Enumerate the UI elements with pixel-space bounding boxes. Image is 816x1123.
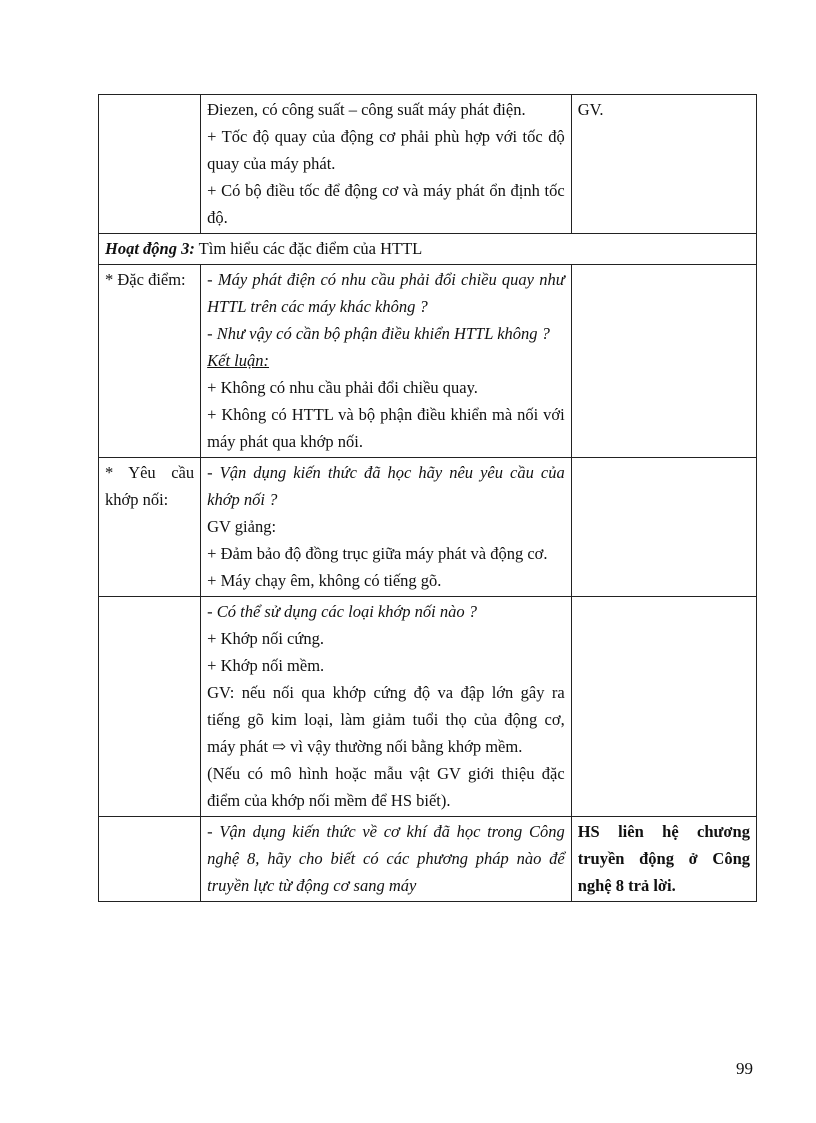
table-row (99, 265, 757, 458)
text-line: GV giảng: (207, 517, 277, 536)
content-cell (99, 95, 201, 234)
text-line: + Tốc độ quay của động cơ phải phù hợp với tốc độ quay của máy phát. (207, 127, 565, 173)
text-line: GV. (577, 100, 604, 119)
activity-cell (201, 95, 572, 234)
text-line: + Khớp nối cứng. (207, 629, 324, 648)
question-line: - Vận dụng kiến thức về cơ khí đã học trong Công nghệ 8, hãy cho biết có các phương pháp nào để truyền lực từ động cơ sang máy (207, 822, 565, 895)
question-line: - Máy phát điện có nhu cầu phải đổi chiều quay như HTTL trên các máy khác không ? (207, 270, 565, 316)
text-line: + Khớp nối mềm. (207, 656, 325, 675)
activity-cell (201, 265, 572, 458)
section-label: * Yêu cầu khớp nối: (105, 463, 195, 509)
content-cell (99, 265, 201, 458)
text-line: GV: nếu nối qua khớp cứng độ va đập lớn gây ra tiếng gõ kim loại, làm giảm tuổi thọ của động cơ, máy phát ⇨ vì vậy thường nối bằng khớp mềm. (207, 683, 565, 756)
activity-cell (201, 597, 572, 817)
student-cell (571, 597, 756, 817)
content-cell (99, 458, 201, 597)
page-number: 99 (736, 1059, 753, 1078)
activity-title: Tìm hiểu các đặc điểm của HTTL (194, 239, 423, 258)
text-line: Điezen, có công suất – công suất máy phát điện. (207, 100, 526, 119)
table-row (99, 458, 757, 597)
text-line: + Có bộ điều tốc để động cơ và máy phát ổn định tốc độ. (207, 181, 565, 227)
activity-cell (201, 817, 572, 902)
content-cell (99, 597, 201, 817)
text-line: + Máy chạy êm, không có tiếng gõ. (207, 571, 442, 590)
student-cell (571, 95, 756, 234)
activity-heading-cell (99, 234, 757, 265)
table-row (99, 817, 757, 902)
student-answer: HS liên hệ chương truyền động ở Công nghệ 8 trả lời. (577, 822, 750, 895)
activity-label: Hoạt động 3: (105, 239, 195, 258)
text-line: (Nếu có mô hình hoặc mẫu vật GV giới thiệu đặc điểm của khớp nối mềm để HS biết). (207, 764, 565, 810)
lesson-plan-table (98, 94, 757, 902)
student-cell (571, 817, 756, 902)
table-row (99, 95, 757, 234)
student-cell (571, 458, 756, 597)
conclusion-label: Kết luận: (207, 351, 270, 370)
question-line: - Vận dụng kiến thức đã học hãy nêu yêu cầu của khớp nối ? (207, 463, 565, 509)
section-label: * Đặc điểm: (105, 270, 186, 289)
activity-heading-row (99, 234, 757, 265)
text-line: + Đảm bảo độ đồng trục giữa máy phát và động cơ. (207, 544, 548, 563)
question-line: - Như vậy có cần bộ phận điều khiển HTTL không ? (207, 324, 550, 343)
table-row (99, 597, 757, 817)
activity-cell (201, 458, 572, 597)
text-line: + Không có nhu cầu phải đổi chiều quay. (207, 378, 478, 397)
content-cell (99, 817, 201, 902)
text-line: + Không có HTTL và bộ phận điều khiển mà nối với máy phát qua khớp nối. (207, 405, 565, 451)
question-line: - Có thể sử dụng các loại khớp nối nào ? (207, 602, 477, 621)
student-cell (571, 265, 756, 458)
